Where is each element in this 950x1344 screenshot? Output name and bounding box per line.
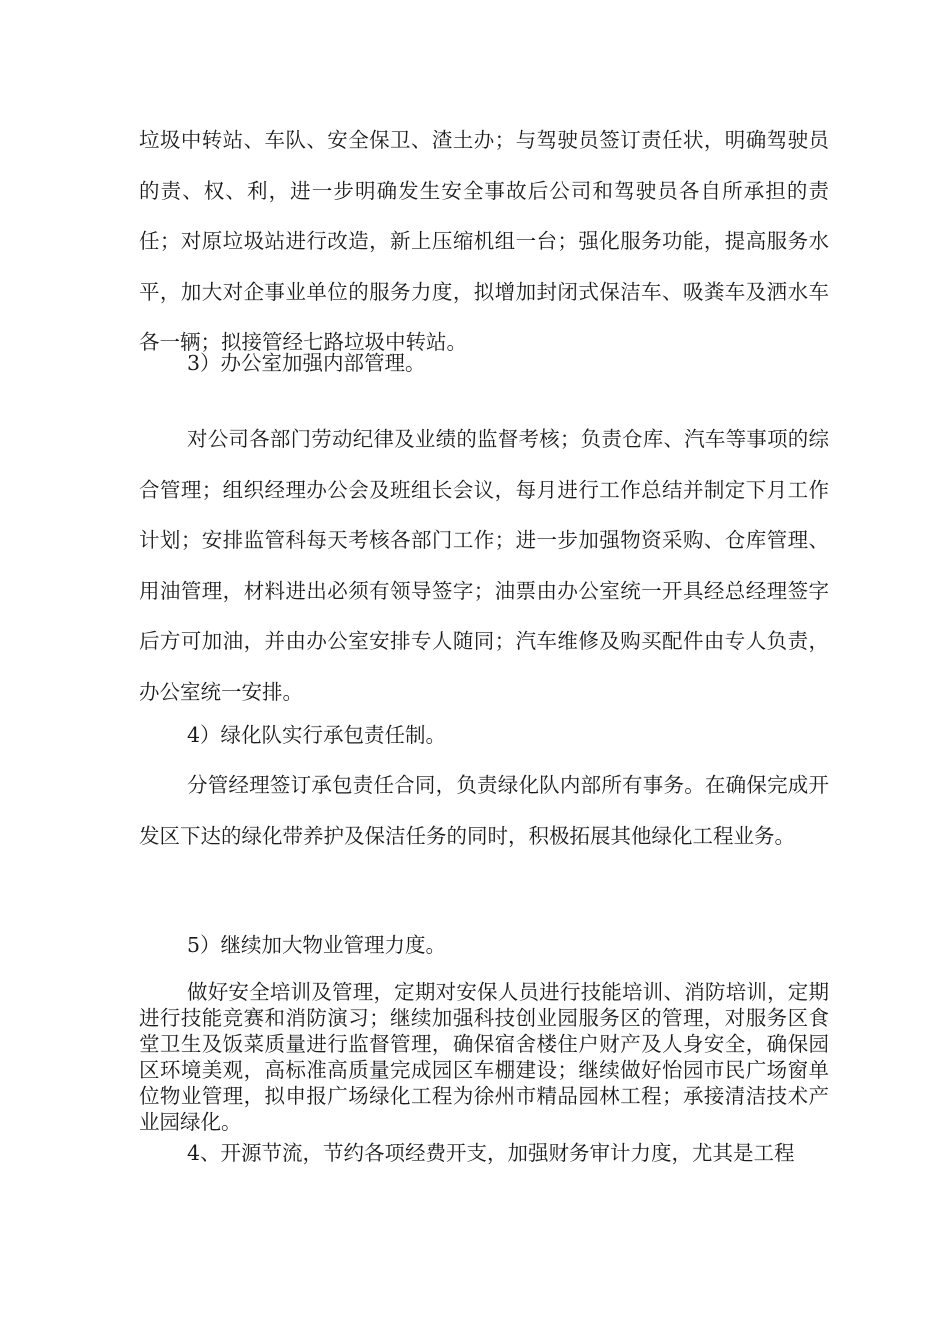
- heading-greening-team: 4）绿化队实行承包责任制。: [187, 723, 447, 747]
- paragraph-cost-saving: 4、开源节流，节约各项经费开支，加强财务审计力度，尤其是工程: [187, 1141, 795, 1165]
- paragraph-office-management: 对公司各部门劳动纪律及业绩的监督考核；负责仓库、汽车等事项的综合管理；组织经理办公会及班组长会议，每月进行工作总结并制定下月工作计划；安排监管科每天考核各部门工作；进一步加强物资采购、仓库管理、用油管理，材料进出必须有领导签字；油票由办公室统一开具经总经理签字后方可加油，并由办公室安排专人随同；汽车维修及购买配件由专人负责，办公室统一安排。: [139, 427, 829, 704]
- paragraph-sanitation-management: 垃圾中转站、车队、安全保卫、渣土办；与驾驶员签订责任状，明确驾驶员的责、权、利，进一步明确发生安全事故后公司和驾驶员各自所承担的责任；对原垃圾站进行改造，新上压缩机组一台；强化服务功能，提高服务水平，加大对企事业单位的服务力度，拟增加封闭式保洁车、吸粪车及洒水车各一辆；拟接管经七路垃圾中转站。: [139, 128, 829, 354]
- heading-property-management: 5）继续加大物业管理力度。: [187, 933, 447, 957]
- paragraph-greening-team: 分管经理签订承包责任合同，负责绿化队内部所有事务。在确保完成开发区下达的绿化带养护及保洁任务的同时，积极拓展其他绿化工程业务。: [139, 773, 829, 848]
- paragraph-property-management: 做好安全培训及管理，定期对安保人员进行技能培训、消防培训，定期进行技能竞赛和消防演习；继续加强科技创业园服务区的管理，对服务区食堂卫生及饭菜质量进行监督管理，确保宿舍楼住户财产及人身安全，确保园区环境美观，高标准高质量完成园区车棚建设；继续做好怡园市民广场窗单位物业管理，拟申报广场绿化工程为徐州市精品园林工程；承接清洁技术产业园绿化。: [139, 980, 829, 1134]
- heading-office-management: 3）办公室加强内部管理。: [187, 351, 426, 375]
